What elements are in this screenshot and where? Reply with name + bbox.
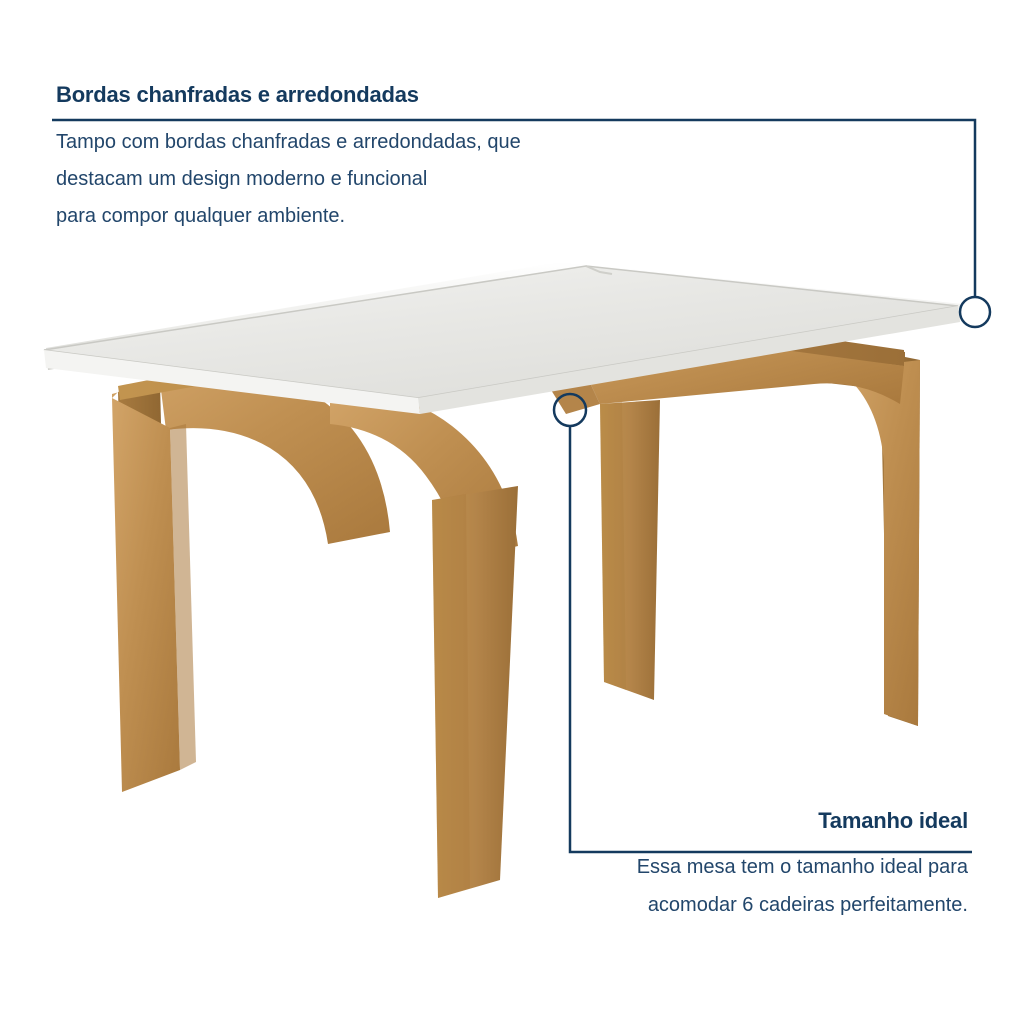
- callout-bottom-body: [348, 848, 968, 924]
- callout-top: [56, 82, 756, 235]
- table-leg-front-right: [600, 400, 660, 700]
- callout-top-body-line-3: para compor qualquer ambiente.: [56, 205, 346, 227]
- callout-top-body: [56, 124, 756, 235]
- callout-top-body-line-2: destacam um design moderno e funcional: [56, 168, 428, 190]
- callout-bottom: [348, 808, 968, 924]
- callout-bottom-body-line-1: Essa mesa tem o tamanho ideal para: [636, 856, 968, 878]
- table-leg-front-left: [112, 374, 390, 792]
- callout-bottom-body-line-2: acomodar 6 cadeiras perfeitamente.: [647, 894, 968, 916]
- table-leg-back-right: [838, 352, 920, 726]
- callout-top-title: Bordas chanfradas e arredondadas: [56, 82, 419, 107]
- callout-top-body-line-1: Tampo com bordas chanfradas e arredondadas, que: [56, 131, 521, 153]
- callout-bottom-title: Tamanho ideal: [818, 808, 968, 833]
